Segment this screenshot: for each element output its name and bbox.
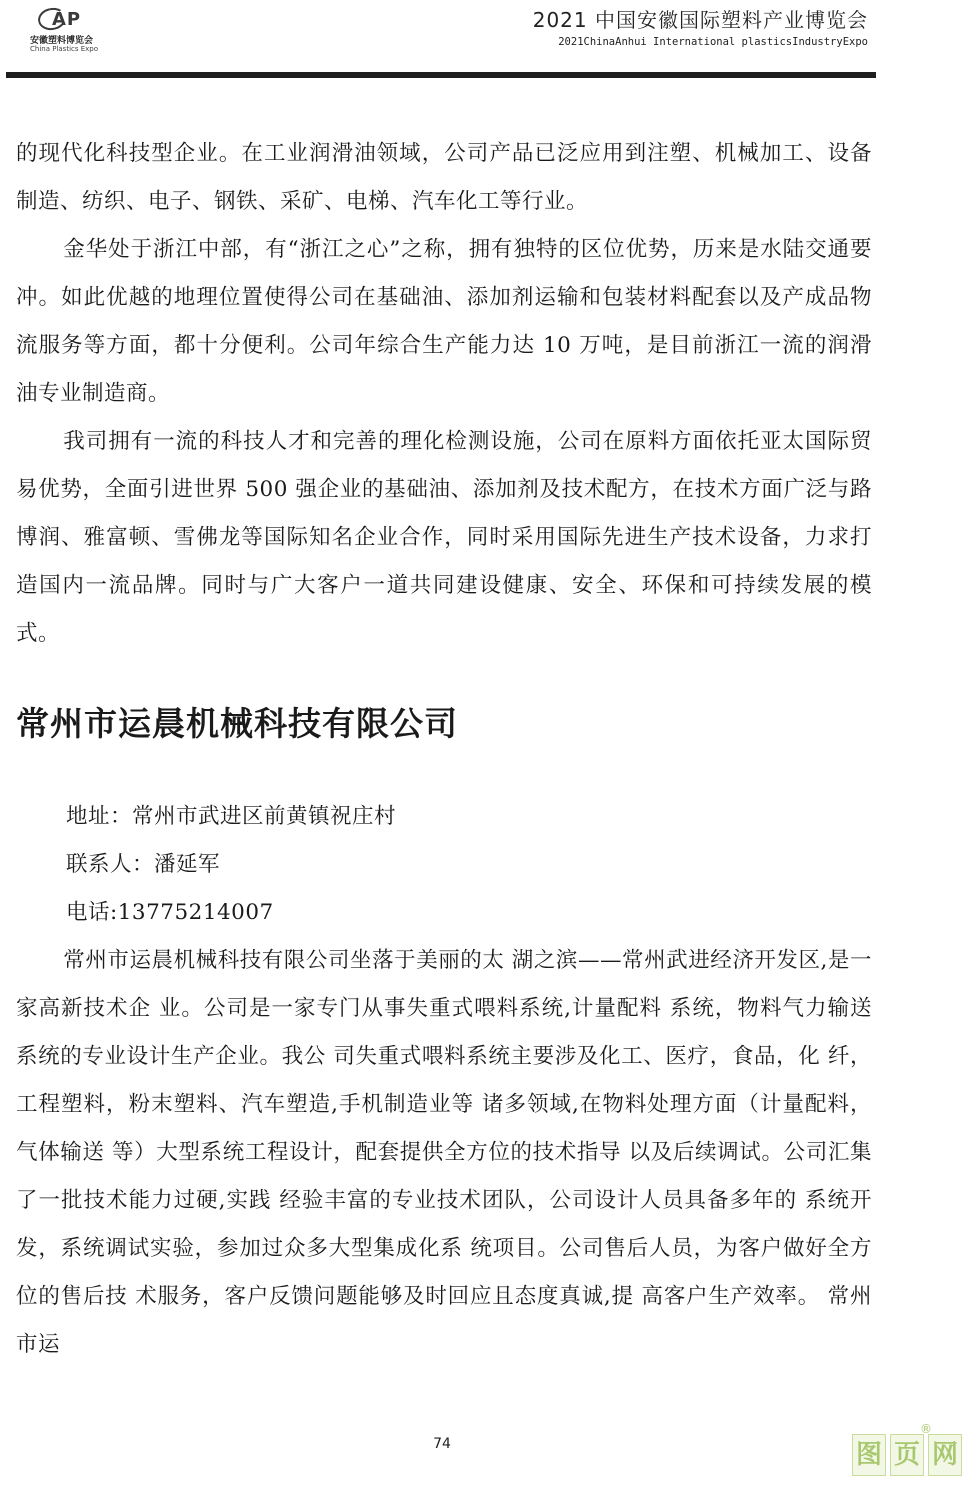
- header-divider: [6, 72, 876, 78]
- logo-chinese-name: 安徽塑料博览会: [30, 36, 94, 46]
- company-heading: 常州市运晨机械科技有限公司: [16, 704, 458, 743]
- watermark-char: 网: [928, 1434, 962, 1476]
- company-phone: 电话:13775214007: [66, 900, 274, 925]
- page-header: [0, 0, 980, 80]
- paragraph-continuation: 的现代化科技型企业。在工业润滑油领域，公司产品已泛应用到注塑、机械加工、设备制造、纺织、电子、钢铁、采矿、电梯、汽车化工等行业。: [16, 141, 872, 214]
- logo-english-name: China Plastics Expo: [30, 45, 99, 53]
- logo-mark-icon: AP: [38, 8, 81, 30]
- paragraph-company-intro: 常州市运晨机械科技有限公司坐落于美丽的太 湖之滨——常州武进经济开发区,是一家高新技术企 业。公司是一家专门从事失重式喂料系统,计量配料 系统，物料气力输送系统的专业设计生产企业。我公 司失重式喂料系统主要涉及化工、医疗，食品，化 纤，工程塑料，粉末塑料、汽车塑造,手机制造业等 诸多领域,在物料处理方面（计量配料，气体输送 等）大型系统工程设计，配套提供全方位的技术指导 以及后续调试。公司汇集了一批技术能力过硬,实践 经验丰富的专业技术团队，公司设计人员具备多年的 系统开发，系统调试实验，参加过众多大型集成化系 统项目。公司售后人员，为客户做好全方位的售后技 术服务，客户反馈问题能够及时回应且态度真诚,提 高客户生产效率。 常州市运: [16, 948, 872, 1357]
- site-watermark: [848, 1422, 962, 1476]
- watermark-char: 图: [852, 1434, 886, 1476]
- company-address: 地址：常州市武进区前黄镇祝庄村: [66, 804, 397, 829]
- company-contact-person: 联系人：潘延军: [66, 852, 221, 877]
- page-content: [16, 130, 872, 1369]
- registered-mark: ®: [920, 1422, 932, 1436]
- watermark-char: 页: [890, 1434, 924, 1476]
- paragraph-technology: 我司拥有一流的科技人才和完善的理化检测设施，公司在原料方面依托亚太国际贸易优势，全面引进世界 500 强企业的基础油、添加剂及技术配方，在技术方面广泛与路博润、雅富顿、雪佛龙等国际知名企业合作，同时采用国际先进生产技术设备，力求打造国内一流品牌。同时与广大客户一道共同建设健康、安全、环保和可持续发展的模式。: [16, 429, 872, 646]
- header-title: 2021 中国安徽国际塑料产业博览会: [532, 8, 868, 32]
- expo-logo: [30, 6, 110, 56]
- page-number: 74: [433, 1436, 451, 1452]
- header-subtitle: 2021ChinaAnhui International plasticsIndustryExpo: [558, 36, 868, 48]
- paragraph-location: 金华处于浙江中部，有“浙江之心”之称，拥有独特的区位优势，历来是水陆交通要冲。如此优越的地理位置使得公司在基础油、添加剂运输和包装材料配套以及产成品物流服务等方面，都十分便利。公司年综合生产能力达 10 万吨，是目前浙江一流的润滑油专业制造商。: [16, 237, 872, 406]
